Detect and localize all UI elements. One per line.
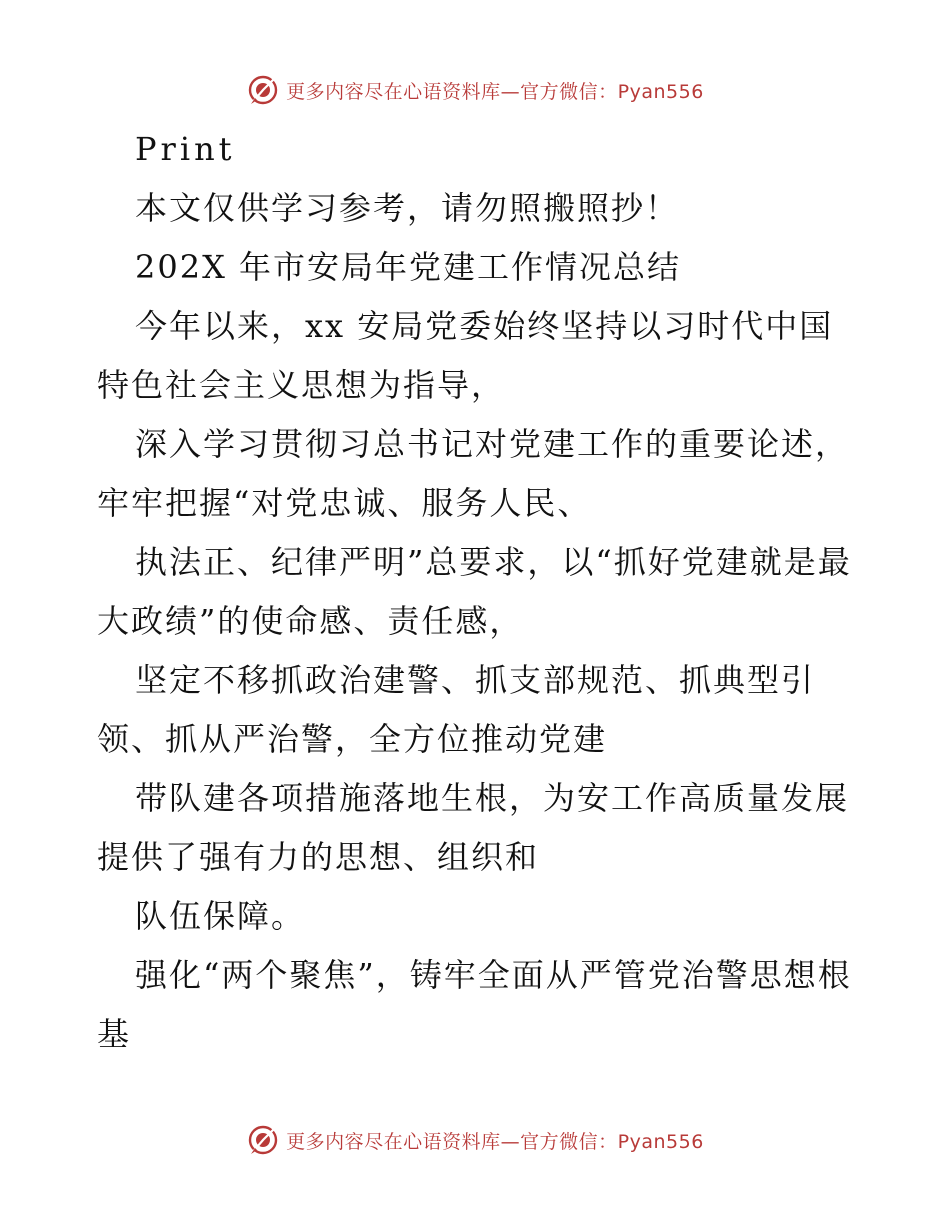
- header-banner: [0, 70, 950, 110]
- banner-text: 更多内容尽在心语资料库—官方微信：Pyan556: [286, 1130, 704, 1153]
- pen-circle-logo-icon: [246, 1123, 280, 1157]
- paragraph: 今年以来，xx 安局党委始终坚持以习时代中国特色社会主义思想为指导，: [97, 307, 834, 404]
- pen-circle-logo-icon: [246, 73, 280, 107]
- section-heading: 强化“两个聚焦”，铸牢全面从严管党治警思想根基: [97, 956, 852, 1053]
- banner-text: 更多内容尽在心语资料库—官方微信：Pyan556: [286, 80, 704, 103]
- disclaimer: 本文仅供学习参考，请勿照搬照抄！: [135, 189, 680, 227]
- paragraph: 深入学习贯彻习总书记对党建工作的重要论述，牢牢把握“对党忠诚、服务人民、: [97, 425, 850, 522]
- paragraph: 带队建各项措施落地生根，为安工作高质量发展提供了强有力的思想、组织和: [97, 779, 850, 876]
- paragraph: 队伍保障。: [135, 897, 306, 935]
- print-label: Print: [135, 130, 236, 168]
- document-title: 202X 年市安局年党建工作情况总结: [135, 248, 682, 286]
- document-body: [97, 120, 857, 1064]
- footer-banner: [0, 1120, 950, 1160]
- paragraph: 坚定不移抓政治建警、抓支部规范、抓典型引领、抓从严治警，全方位推动党建: [97, 661, 816, 758]
- paragraph: 执法正、纪律严明”总要求，以“抓好党建就是最大政绩”的使命感、责任感，: [97, 543, 852, 640]
